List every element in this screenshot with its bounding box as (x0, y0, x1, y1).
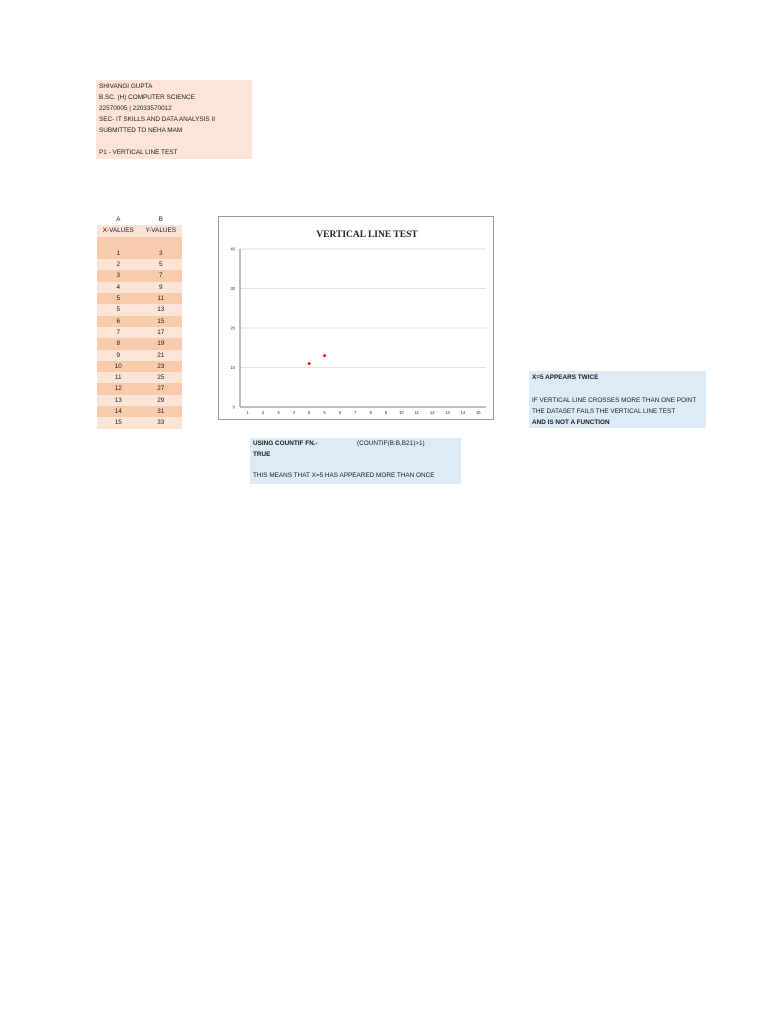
y-value-cell: 3 (158, 249, 163, 257)
x-tick-label: 7 (354, 410, 357, 415)
table-row (97, 304, 182, 315)
blank-cell (140, 237, 183, 248)
chart-title: VERTICAL LINE TEST (316, 230, 418, 240)
x-tick-label: 1 (246, 410, 249, 415)
y-tick-label: 20 (230, 325, 235, 331)
y-value-cell: 15 (157, 317, 165, 325)
x-tick-label: 2 (261, 410, 265, 415)
practical-title: P1 - VERTICAL LINE TEST (99, 149, 178, 156)
y-value-cell: 7 (158, 272, 163, 280)
subject-name: SEC- IT SKILLS AND DATA ANALYSIS II (99, 116, 216, 123)
x-value-cell: 13 (114, 396, 122, 404)
x-value-cell: 7 (116, 328, 121, 336)
student-info-box (96, 80, 252, 159)
blank-line (532, 383, 706, 394)
y-value-cell: 5 (158, 261, 163, 269)
x-tick-label: 15 (475, 410, 481, 415)
x-value-cell: 3 (116, 272, 121, 280)
blank-cell (97, 237, 140, 248)
course-name: B.SC. (H) COMPUTER SCIENCE (99, 94, 195, 101)
x-tick-label: 6 (338, 410, 342, 415)
conclusion-title: X=5 APPEARS TWICE (532, 374, 599, 381)
countif-line (253, 439, 461, 450)
x-tick-label: 10 (399, 410, 404, 415)
table-body (97, 248, 182, 429)
y-value-cell: 17 (157, 328, 165, 336)
table-row (97, 406, 182, 417)
table-row (97, 270, 182, 281)
y-tick-label: 40 (230, 246, 235, 252)
x-tick-label: 11 (414, 410, 419, 415)
y-value-cell: 31 (157, 408, 165, 416)
y-value-cell: 33 (157, 419, 165, 427)
conclusion-line-2: THE DATASET FAILS THE VERTICAL LINE TEST (532, 407, 676, 415)
y-value-cell: 21 (157, 351, 165, 359)
y-value-cell: 9 (158, 283, 163, 291)
blank-row (97, 237, 182, 248)
y-value-cell: 11 (157, 295, 165, 303)
data-point (323, 354, 327, 358)
x-value-cell: 11 (114, 374, 122, 382)
table-row (97, 327, 182, 338)
y-value-cell: 25 (157, 374, 165, 382)
x-value-cell: 6 (116, 317, 121, 325)
conclusion-line-3: AND IS NOT A FUNCTION (532, 419, 610, 427)
y-tick-label: 0 (232, 404, 235, 410)
table-row (97, 248, 182, 259)
table-row (97, 417, 182, 428)
table-row (97, 293, 182, 304)
y-tick-label: 30 (230, 286, 235, 291)
x-value-cell: 14 (114, 408, 122, 416)
table-row (97, 383, 182, 394)
x-tick-label: 5 (308, 410, 311, 415)
header-row (97, 225, 182, 236)
y-tick-label: 10 (230, 365, 235, 370)
blank-line (253, 460, 461, 471)
x-tick-label: 13 (445, 410, 450, 415)
column-letter-b: B (158, 216, 163, 223)
x-tick-label: 8 (369, 410, 372, 415)
table-row (97, 350, 182, 361)
scatter-chart (219, 217, 493, 419)
table-row (97, 259, 182, 270)
table-row (97, 395, 182, 406)
y-value-cell: 27 (157, 385, 165, 393)
x-value-cell: 12 (114, 385, 122, 393)
x-value-cell: 9 (116, 351, 121, 359)
countif-box (250, 438, 461, 484)
conclusion-box (529, 371, 706, 428)
table-row (97, 282, 182, 293)
chart-frame (218, 216, 494, 420)
table-row (97, 316, 182, 327)
y-value-cell: 23 (157, 362, 165, 370)
x-tick-label: 12 (429, 410, 435, 415)
x-value-cell: 15 (114, 419, 122, 427)
blank-line (99, 136, 252, 147)
countif-formula: (COUNTIF(B:B,B21)>1) (357, 440, 425, 447)
x-value-cell: 5 (116, 306, 121, 314)
y-value-cell: 13 (157, 306, 165, 314)
x-tick-label: 3 (277, 410, 280, 415)
x-tick-label: 9 (384, 410, 388, 415)
y-values-header: Y-VALUES (145, 227, 177, 235)
data-table (97, 214, 182, 429)
table-row (97, 338, 182, 349)
x-tick-label: 14 (460, 410, 466, 415)
x-value-cell: 8 (116, 340, 121, 348)
roll-numbers: 22570005 | 22033570012 (99, 105, 172, 112)
x-tick-label: 4 (292, 410, 295, 415)
conclusion-line-1: IF VERTICAL LINE CROSSES MORE THAN ONE POINT (532, 396, 697, 404)
countif-explanation: THIS MEANS THAT X=5 HAS APPEARED MORE THAN ONCE (253, 471, 435, 479)
countif-label: USING COUNTIF FN.- (253, 440, 318, 447)
column-letter-a: A (116, 216, 121, 223)
x-value-cell: 5 (116, 295, 121, 303)
submitted-to: SUBMITTED TO NEHA MAM (99, 127, 183, 134)
y-value-cell: 19 (157, 340, 165, 348)
countif-result: TRUE (253, 450, 271, 458)
x-value-cell: 10 (114, 362, 122, 370)
x-value-cell: 4 (116, 283, 121, 291)
column-letter-row (97, 214, 182, 225)
x-value-cell: 2 (116, 261, 121, 269)
x-values-header: X-VALUES (102, 227, 134, 235)
x-value-cell: 1 (116, 249, 121, 257)
y-value-cell: 29 (157, 396, 165, 404)
table-row (97, 361, 182, 372)
student-name: SHIVANGI GUPTA (99, 83, 153, 90)
data-point (307, 362, 311, 366)
table-row (97, 372, 182, 383)
x-tick-label: 5 (323, 410, 326, 415)
